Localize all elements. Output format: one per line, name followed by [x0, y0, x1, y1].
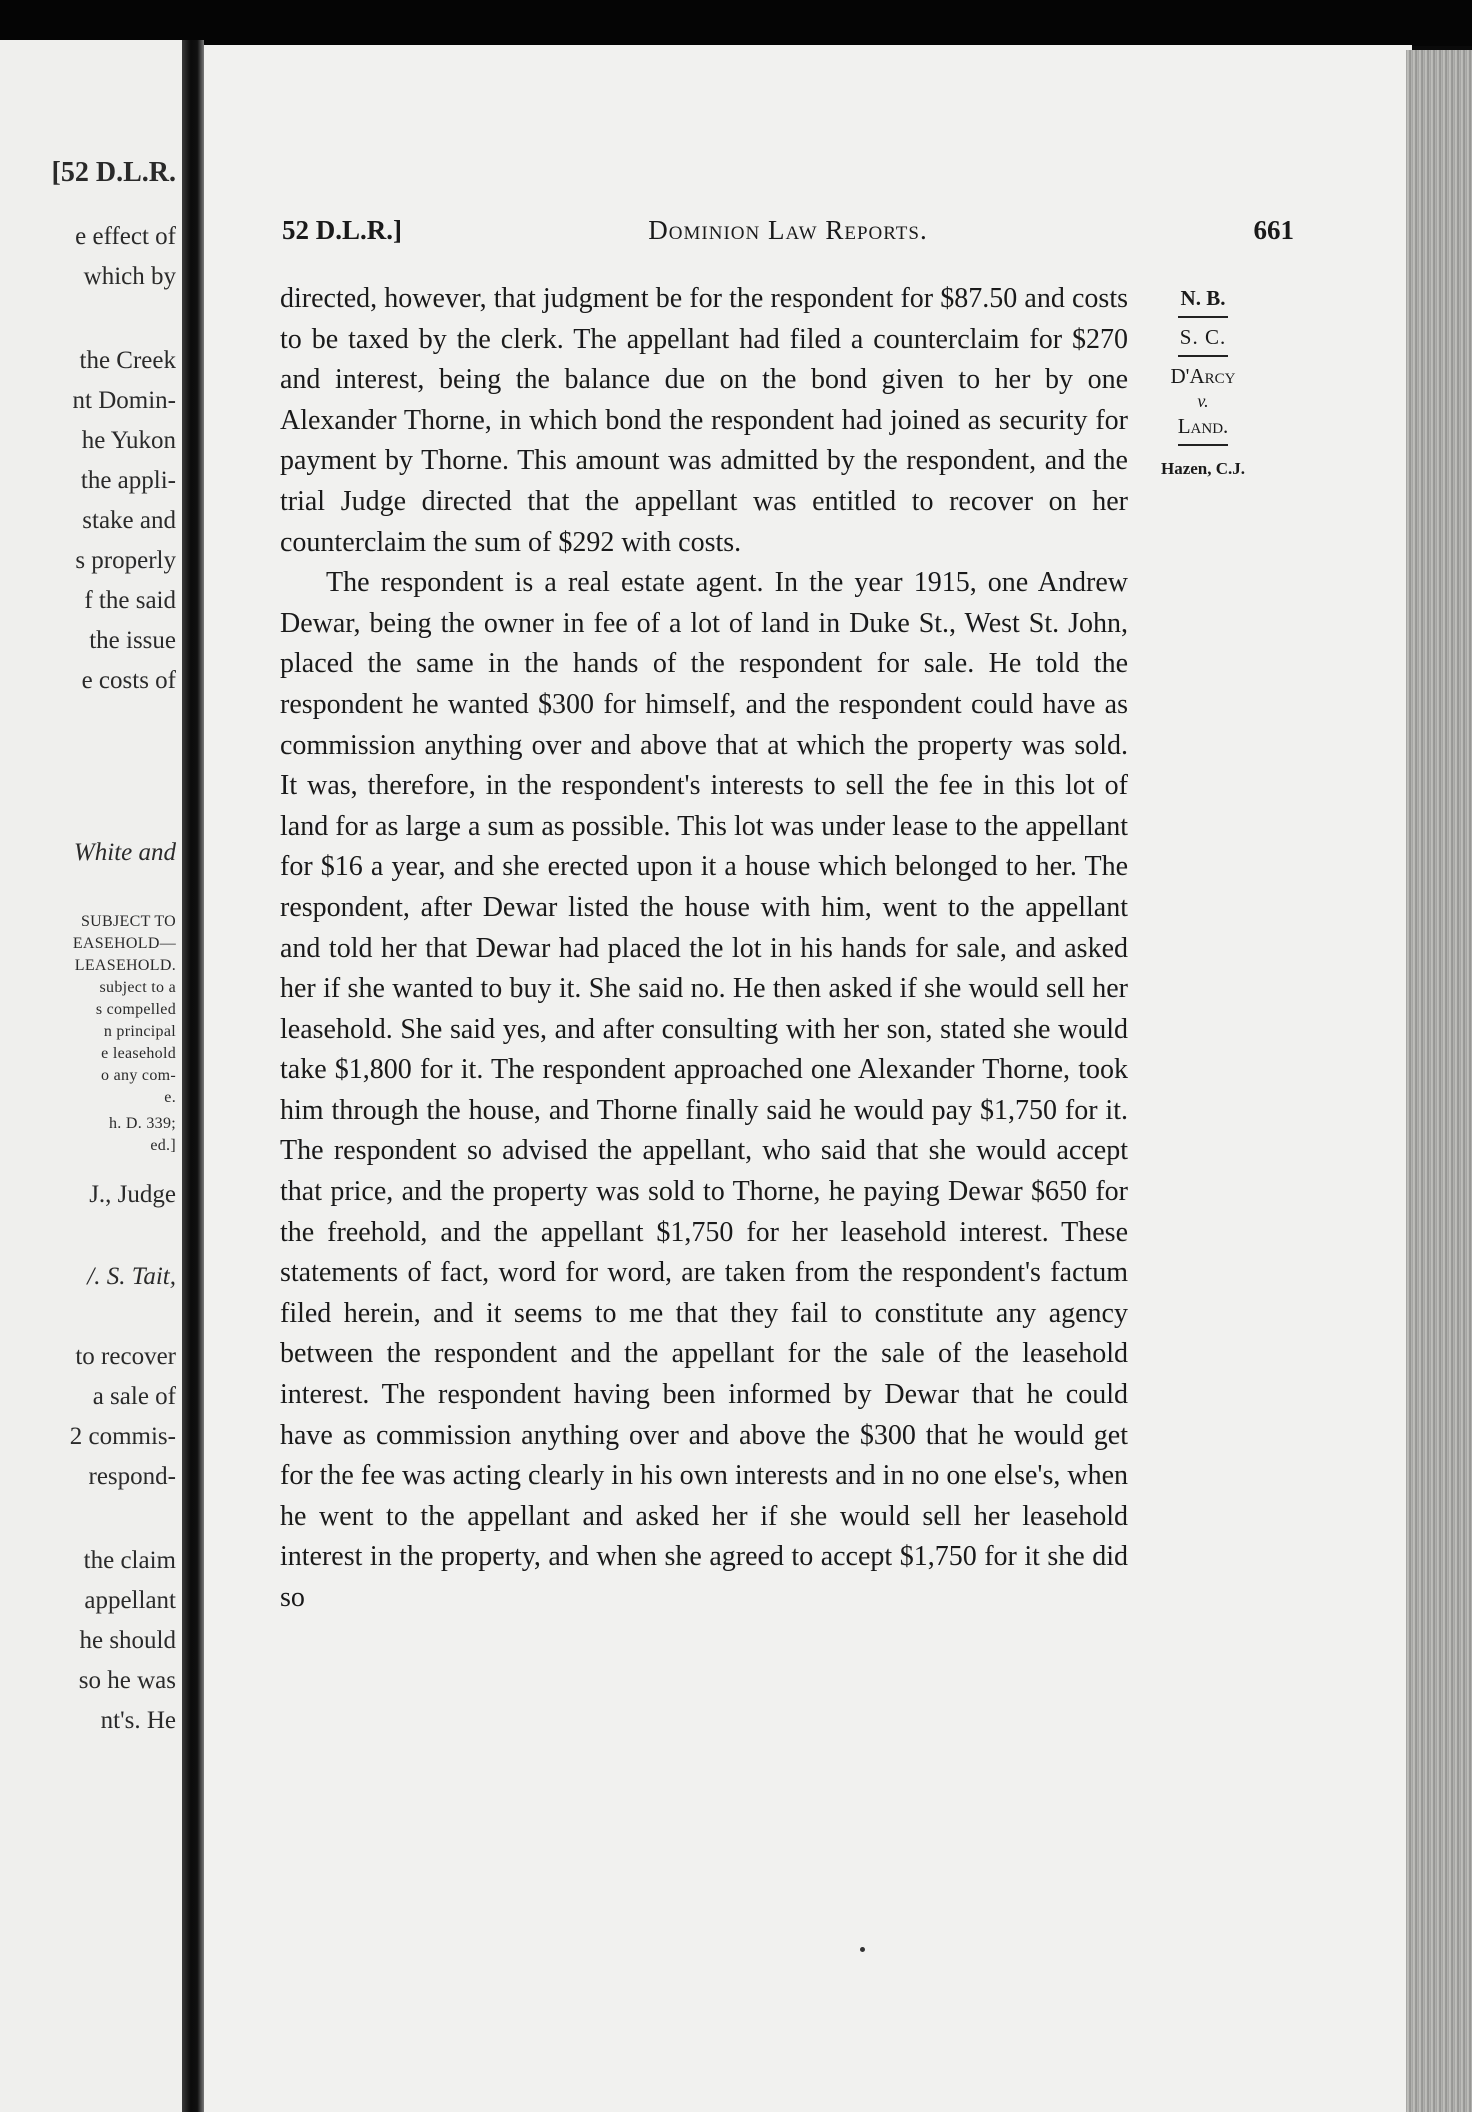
- previous-page-line: h. D. 339;: [109, 1115, 176, 1132]
- previous-page-line: White and: [73, 839, 176, 866]
- previous-page-line: stake and: [82, 507, 176, 534]
- previous-page-line: a sale of: [92, 1383, 176, 1410]
- book-gutter: [182, 40, 204, 2112]
- previous-page-line: which by: [83, 263, 176, 290]
- margin-notes: [1144, 283, 1262, 484]
- previous-page-line: EASEHOLD—: [72, 935, 176, 952]
- previous-page-line: /. S. Tait,: [87, 1263, 176, 1290]
- previous-page-line: the claim: [83, 1547, 176, 1574]
- reporter-title: Dominion Law Reports.: [648, 215, 928, 245]
- page-number: 661: [1253, 215, 1294, 245]
- previous-page-line: 2 commis-: [69, 1423, 176, 1450]
- previous-page-line: o any com-: [101, 1067, 176, 1084]
- judgment-text: [280, 279, 1128, 1619]
- previous-page-line: s compelled: [95, 1001, 176, 1018]
- previous-page-line: [52 D.L.R.: [51, 157, 176, 188]
- page-661: [204, 45, 1412, 2112]
- previous-page-line: he should: [79, 1627, 176, 1654]
- paragraph: The respondent is a real estate agent. In the year 1915, one Andrew Dewar, being the owner in fee of a lot of land in Duke St., West St. John, placed the same in the hands of the respondent for sale. He told the respondent he wanted $300 for himself, and the respondent could have as commission anything over and above that at which the property was sold. It was, therefore, in the respondent's interests to sell the fee in this lot of land for as large a sum as possible. This lot was under lease to the appellant for $16 a year, and she erected upon it a house which belonged to her. The respondent, after Dewar listed the house with him, went to the appellant and told her that Dewar had placed the lot in his hands for sale, and asked her if she wanted to buy it. She said no. He then asked if she would sell her leasehold. She said yes, and after consulting with her son, stated she would take $1,800 for it. The respondent approached one Alexander Thorne, took him through the house, and Thorne finally said he would pay $1,750 for it. The respondent so advised the appellant, who said that she would accept that price, and the property was sold to Thorne, he paying Dewar $650 for the freehold, and the appellant $1,750 for her leasehold interest. These statements of fact, word for word, are taken from the respondent's factum filed herein, and it seems to me that they fail to constitute any agency between the respondent and the appellant for the sale of the leasehold interest. The respondent having been informed by Dewar that he could have as commission anything over and above the $300 that he would get for the fee was acting clearly in his own interests and in no one else's, when he went to the appellant and asked her if she would sell her leasehold interest in the property, and when she agreed to accept $1,750 for it she did so: [280, 567, 1128, 1613]
- previous-page-line: so he was: [78, 1667, 176, 1694]
- previous-page-line: the appli-: [80, 467, 176, 494]
- divider: [1178, 444, 1228, 446]
- judge-label: Hazen, C.J.: [1160, 459, 1246, 478]
- previous-page-line: nt's. He: [100, 1707, 176, 1734]
- running-head: [282, 215, 1294, 255]
- previous-page-line: nt Domin-: [72, 387, 176, 414]
- previous-page-line: respond-: [88, 1463, 176, 1490]
- court-label: N. B.: [1180, 286, 1226, 310]
- previous-page-line: the Creek: [79, 347, 176, 374]
- divider: [1178, 316, 1228, 318]
- previous-page-line: e leasehold: [101, 1045, 176, 1062]
- volume-citation: 52 D.L.R.]: [282, 215, 402, 245]
- previous-page-line: the issue: [89, 627, 176, 654]
- previous-page-line: f the said: [84, 587, 176, 614]
- page-block-edge: [1406, 50, 1472, 2112]
- previous-page-line: s properly: [75, 547, 176, 574]
- previous-page-line: he Yukon: [81, 427, 176, 454]
- paragraph: directed, however, that judgment be for the respondent for $87.50 and costs to be taxed by the clerk. The appellant had filed a counterclaim for $270 and interest, being the balance due on the bond given to her by one Alexander Thorne, in which bond the respondent had joined as security for payment by Thorne. This amount was admitted by the respondent, and the trial Judge directed that the appellant was entitled to recover on her counterclaim the sum of $292 with costs.: [280, 283, 1128, 558]
- case-party-1: D'Arcy: [1170, 364, 1236, 388]
- previous-page-line: appellant: [84, 1587, 176, 1614]
- scan-speck: [860, 1947, 865, 1952]
- previous-page-line: subject to a: [99, 979, 176, 996]
- previous-page-line: n principal: [103, 1023, 176, 1040]
- previous-page-line: to recover: [75, 1343, 176, 1370]
- previous-page-fragment: [0, 40, 182, 2112]
- previous-page-line: J., Judge: [89, 1181, 176, 1208]
- previous-page-line: e effect of: [75, 223, 176, 250]
- previous-page-line: e costs of: [81, 667, 176, 694]
- division-label: S. C.: [1179, 325, 1227, 349]
- divider: [1178, 355, 1228, 357]
- previous-page-line: LEASEHOLD.: [74, 957, 176, 974]
- previous-page-line: SUBJECT TO: [80, 913, 176, 930]
- scan-top-border: [0, 0, 1472, 46]
- previous-page-line: e.: [164, 1089, 176, 1106]
- previous-page-line: ed.]: [150, 1137, 176, 1154]
- case-party-2: Land.: [1177, 414, 1229, 438]
- versus-label: v.: [1197, 391, 1209, 411]
